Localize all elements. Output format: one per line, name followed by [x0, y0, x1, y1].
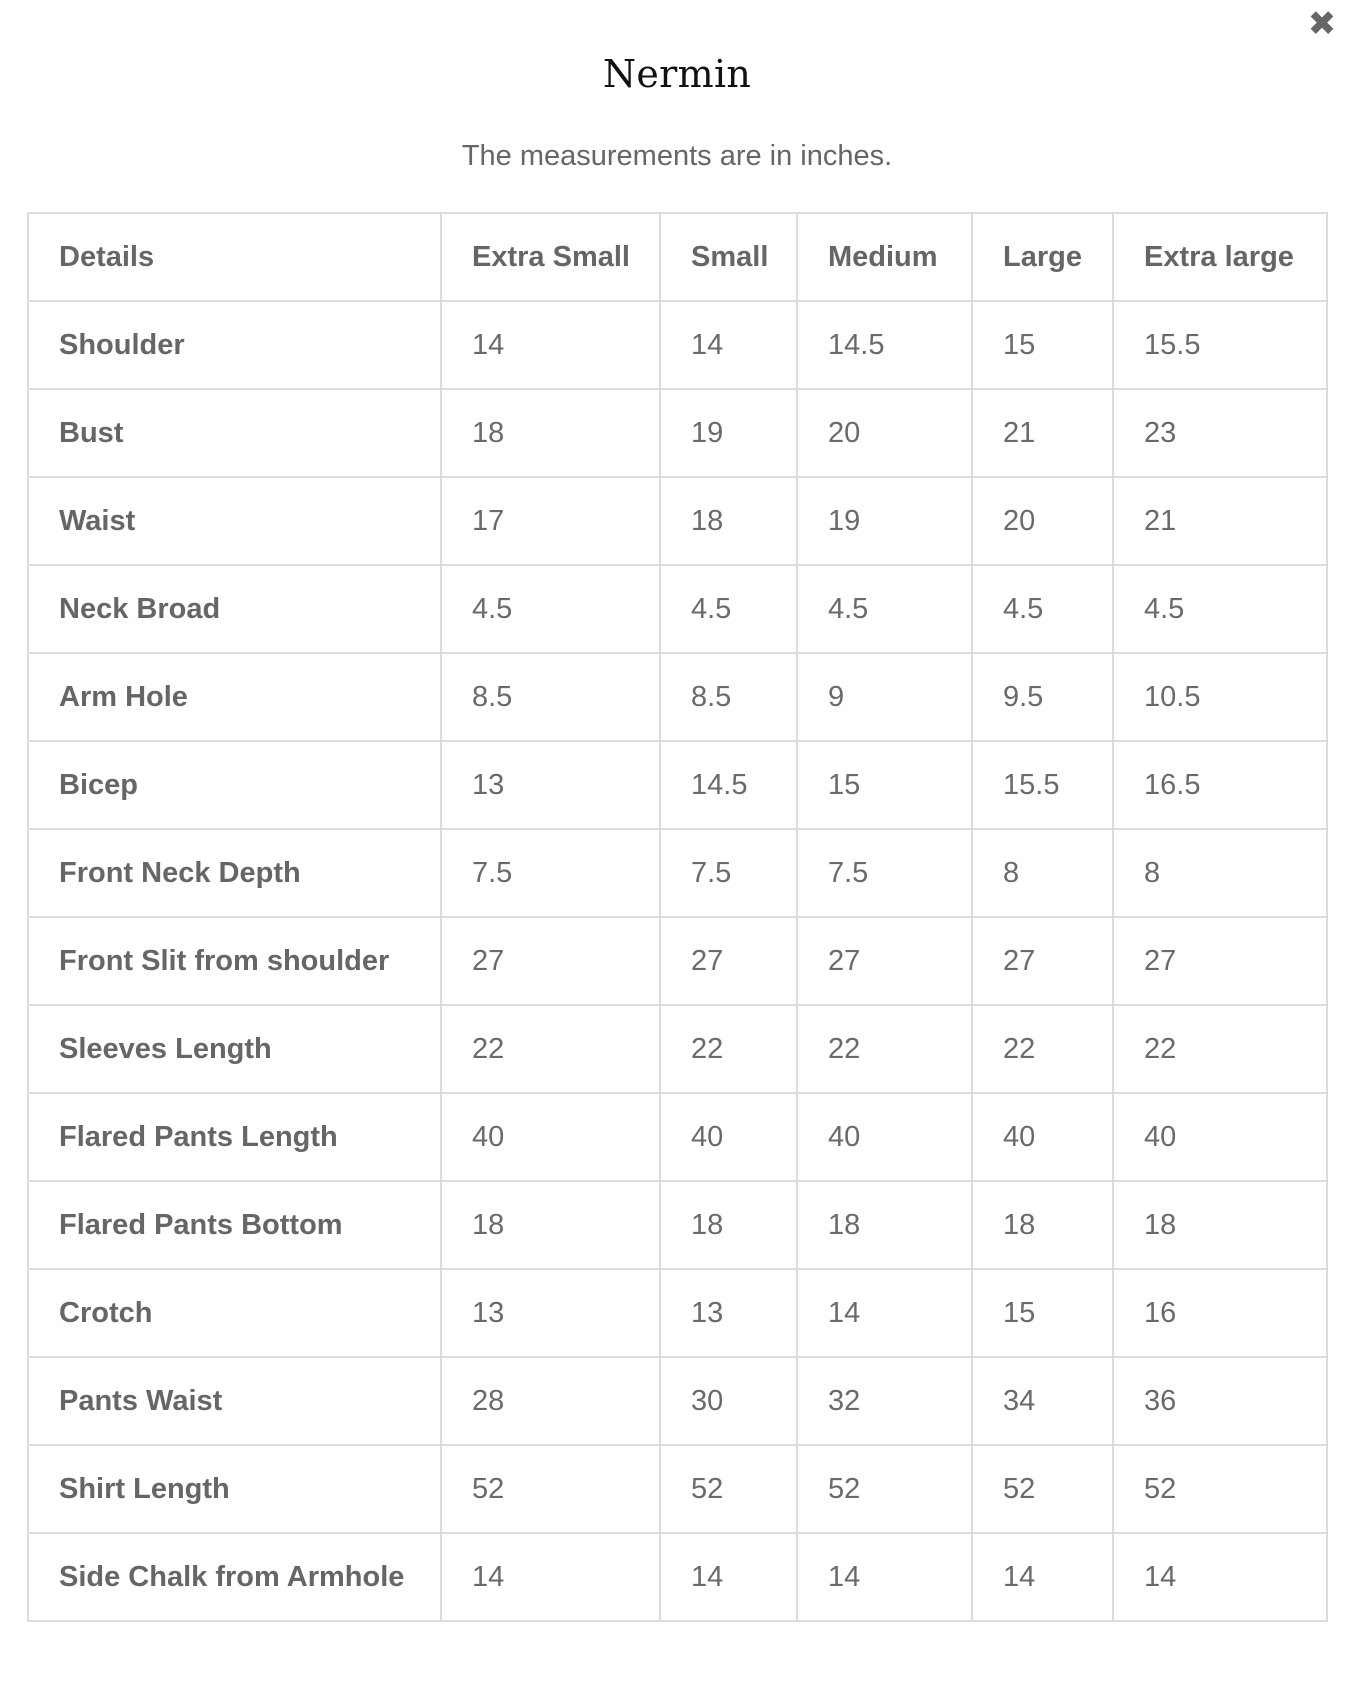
measurement-value: 18 — [441, 389, 660, 477]
measurement-value: 14.5 — [660, 741, 797, 829]
measurement-value: 27 — [972, 917, 1113, 1005]
measurement-value: 14 — [660, 301, 797, 389]
measurement-unit-note: The measurements are in inches. — [461, 140, 893, 172]
measurement-value: 4.5 — [1113, 565, 1327, 653]
measurement-value: 22 — [972, 1005, 1113, 1093]
measurement-value: 18 — [660, 477, 797, 565]
row-label: Pants Waist — [28, 1357, 441, 1445]
measurement-value: 27 — [1113, 917, 1327, 1005]
header-large: Large — [972, 213, 1113, 301]
measurement-value: 4.5 — [660, 565, 797, 653]
row-label: Front Neck Depth — [28, 829, 441, 917]
measurement-value: 22 — [1113, 1005, 1327, 1093]
measurement-value: 32 — [797, 1357, 972, 1445]
measurement-value: 14 — [441, 301, 660, 389]
table-row — [28, 917, 1327, 1005]
header-extra-small: Extra Small — [441, 213, 660, 301]
measurement-value: 21 — [972, 389, 1113, 477]
measurement-value: 7.5 — [797, 829, 972, 917]
measurement-value: 23 — [1113, 389, 1327, 477]
measurement-value: 21 — [1113, 477, 1327, 565]
measurement-value: 15 — [972, 1269, 1113, 1357]
measurement-value: 4.5 — [441, 565, 660, 653]
measurement-value: 34 — [972, 1357, 1113, 1445]
measurement-value: 14 — [660, 1533, 797, 1621]
measurement-value: 14 — [972, 1533, 1113, 1621]
measurement-value: 40 — [797, 1093, 972, 1181]
measurement-value: 40 — [660, 1093, 797, 1181]
size-table-body — [28, 301, 1327, 1621]
row-label: Sleeves Length — [28, 1005, 441, 1093]
measurement-value: 8.5 — [441, 653, 660, 741]
measurement-value: 8 — [972, 829, 1113, 917]
row-label: Front Slit from shoulder — [28, 917, 441, 1005]
close-icon[interactable]: ✖ — [1307, 4, 1337, 44]
row-label: Bicep — [28, 741, 441, 829]
header-details: Details — [28, 213, 441, 301]
measurement-value: 8 — [1113, 829, 1327, 917]
row-label: Shirt Length — [28, 1445, 441, 1533]
table-row — [28, 829, 1327, 917]
row-label: Neck Broad — [28, 565, 441, 653]
row-label: Side Chalk from Armhole — [28, 1533, 441, 1621]
measurement-value: 52 — [441, 1445, 660, 1533]
measurement-value: 16.5 — [1113, 741, 1327, 829]
header-medium: Medium — [797, 213, 972, 301]
header-small: Small — [660, 213, 797, 301]
measurement-value: 40 — [1113, 1093, 1327, 1181]
measurement-value: 52 — [972, 1445, 1113, 1533]
row-label: Waist — [28, 477, 441, 565]
measurement-value: 19 — [660, 389, 797, 477]
measurement-value: 18 — [1113, 1181, 1327, 1269]
measurement-value: 52 — [797, 1445, 972, 1533]
page-title: Nermin — [602, 52, 752, 96]
row-label: Flared Pants Bottom — [28, 1181, 441, 1269]
measurement-value: 18 — [441, 1181, 660, 1269]
measurement-value: 14 — [797, 1269, 972, 1357]
measurement-value: 30 — [660, 1357, 797, 1445]
measurement-value: 15 — [972, 301, 1113, 389]
table-row — [28, 1445, 1327, 1533]
row-label: Crotch — [28, 1269, 441, 1357]
measurement-value: 13 — [441, 741, 660, 829]
measurement-value: 7.5 — [441, 829, 660, 917]
table-row — [28, 1533, 1327, 1621]
measurement-value: 18 — [972, 1181, 1113, 1269]
measurement-value: 52 — [1113, 1445, 1327, 1533]
measurement-value: 13 — [441, 1269, 660, 1357]
measurement-value: 19 — [797, 477, 972, 565]
table-row — [28, 389, 1327, 477]
measurement-value: 14 — [441, 1533, 660, 1621]
measurement-value: 27 — [441, 917, 660, 1005]
measurement-value: 14 — [1113, 1533, 1327, 1621]
size-chart-table — [27, 212, 1328, 1622]
measurement-value: 15 — [797, 741, 972, 829]
measurement-value: 22 — [441, 1005, 660, 1093]
header-extra-large: Extra large — [1113, 213, 1327, 301]
measurement-value: 4.5 — [972, 565, 1113, 653]
table-row — [28, 1357, 1327, 1445]
measurement-value: 52 — [660, 1445, 797, 1533]
table-row — [28, 1181, 1327, 1269]
table-row — [28, 477, 1327, 565]
measurement-value: 15.5 — [972, 741, 1113, 829]
measurement-value: 27 — [797, 917, 972, 1005]
table-row — [28, 1005, 1327, 1093]
measurement-value: 22 — [660, 1005, 797, 1093]
table-row — [28, 741, 1327, 829]
measurement-value: 22 — [797, 1005, 972, 1093]
measurement-value: 14.5 — [797, 301, 972, 389]
table-row — [28, 565, 1327, 653]
table-row — [28, 301, 1327, 389]
measurement-value: 9 — [797, 653, 972, 741]
measurement-value: 16 — [1113, 1269, 1327, 1357]
measurement-value: 20 — [797, 389, 972, 477]
measurement-value: 4.5 — [797, 565, 972, 653]
row-label: Shoulder — [28, 301, 441, 389]
measurement-value: 13 — [660, 1269, 797, 1357]
measurement-value: 40 — [441, 1093, 660, 1181]
measurement-value: 14 — [797, 1533, 972, 1621]
table-header-row — [28, 213, 1327, 301]
table-row — [28, 1269, 1327, 1357]
measurement-value: 17 — [441, 477, 660, 565]
measurement-value: 10.5 — [1113, 653, 1327, 741]
measurement-value: 20 — [972, 477, 1113, 565]
row-label: Bust — [28, 389, 441, 477]
measurement-value: 18 — [797, 1181, 972, 1269]
measurement-value: 18 — [660, 1181, 797, 1269]
row-label: Arm Hole — [28, 653, 441, 741]
measurement-value: 8.5 — [660, 653, 797, 741]
measurement-value: 7.5 — [660, 829, 797, 917]
measurement-value: 28 — [441, 1357, 660, 1445]
row-label: Flared Pants Length — [28, 1093, 441, 1181]
measurement-value: 27 — [660, 917, 797, 1005]
measurement-value: 15.5 — [1113, 301, 1327, 389]
table-row — [28, 1093, 1327, 1181]
measurement-value: 36 — [1113, 1357, 1327, 1445]
table-row — [28, 653, 1327, 741]
measurement-value: 40 — [972, 1093, 1113, 1181]
measurement-value: 9.5 — [972, 653, 1113, 741]
